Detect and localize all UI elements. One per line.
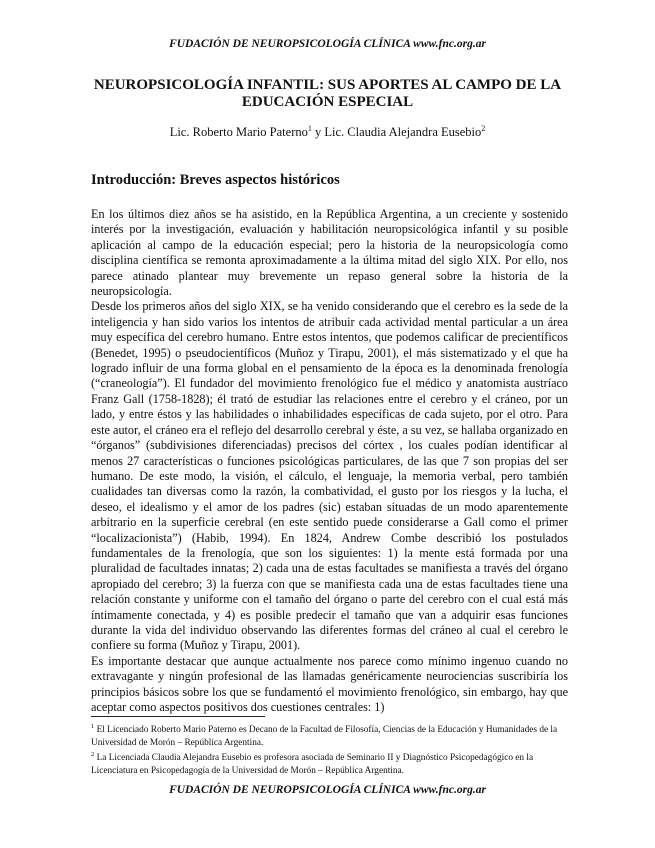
section-heading: Introducción: Breves aspectos históricos xyxy=(91,172,340,188)
author-connector: y xyxy=(311,125,325,140)
footnote-ref-1: 1 xyxy=(307,124,312,133)
paragraph-3: Es importante destacar que aunque actualmente nos parece como mínimo ingenuo cuando no extravagante y ningún profesional de las llamadas genéricamente neurociencias suscribiría los principios básicos sobre los que se fundamentó el movimiento frenológico, sin embargo, hay que aceptar como aspectos positivos dos cuestiones centrales: 1) xyxy=(91,653,568,714)
page-header: FUDACIÓN DE NEUROPSICOLOGÍA CLÍNICA www.fnc.org.ar xyxy=(169,38,486,50)
footnote-mark-2: 2 xyxy=(91,751,95,759)
footnote-2 xyxy=(91,749,571,777)
body-text xyxy=(91,207,568,715)
footnote-1 xyxy=(91,721,571,749)
title-line-1: NEUROPSICOLOGÍA INFANTIL: SUS APORTES AL CAMPO DE LA xyxy=(93,77,562,93)
author-1: Lic. Roberto Mario Paterno xyxy=(169,125,308,140)
paragraph-2: Desde los primeros años del siglo XIX, se ha venido considerando que el cerebro es la sede de la inteligencia y han sido varios los intentos de atribuir cada actividad mental particular a un área muy específica del cerebro humano. Entre estos intentos, que podemos calificar de precientíficos (Benedet, 1995) o pseudocientíficos (Muñoz y Tirapu, 2001), el más sistematizado y el que ha logrado influir de una forma global en el pensamiento de la época es la denominada frenología (“craneología”). El fundador del movimiento frenológico fue el médico y anatomista austríaco Franz Gall (1758-1828); él trató de estudiar las relaciones entre el cerebro y el cráneo, por un lado, y entre éstos y las habilidades o inhabilidades específicas de cada sujeto, por el otro. Para este autor, el cráneo era el reflejo del desarrollo cerebral y éste, a su vez, se hallaba organizado en “órganos” (subdivisiones diferenciadas) precisos del córtex , los cuales podían identificar al menos 27 características o funciones psicológicas particulares, de las que 7 son propias del ser humano. De este modo, la visión, el cálculo, el lenguaje, la memoria verbal, pero también cualidades tan diversas como la razón, la combatividad, el gusto por los riesgos y la lucha, el deseo, el idealismo y el amor de los padres (sic) estaban situadas de un modo aparentemente arbitrario en la superficie cerebral (en este sentido puede considerarse a Gall como el primer “localizacionista”) (Habib, 1994). En 1824, Andrew Combe describió los postulados fundamentales de la frenología, que son los siguientes: 1) la mente está formada por una pluralidad de facultades innatas; 2) cada una de estas facultades se manifiesta a través del órgano apropiado del cerebro; 3) la fuerza con que se manifiesta cada una de estas facultades tiene una relación constante y uniforme con el tamaño del órgano o parte del cerebro con el cual está más íntimamente conectada, y 4) es posible predecir el tamaño que van a adquirir esas funciones durante la vida del individuo observando las diferentes formas del cráneo al cual el cerebro le confiere su forma (Muñoz y Tirapu, 2001). xyxy=(91,299,568,653)
page-footer: FUDACIÓN DE NEUROPSICOLOGÍA CLÍNICA www.fnc.org.ar xyxy=(169,784,486,796)
document-title xyxy=(92,77,563,111)
footnote-1-text: El Licenciado Roberto Mario Paterno es Decano de la Facultad de Filosofía, Ciencias de la Educación y Humanidades de la Universidad de Morón – República Argentina. xyxy=(91,725,558,748)
title-line-2: EDUCACIÓN ESPECIAL xyxy=(241,94,414,110)
footnotes xyxy=(91,721,571,778)
footnote-ref-2: 2 xyxy=(481,124,486,133)
footnote-mark-1: 1 xyxy=(91,723,95,730)
author-2: Lic. Claudia Alejandra Eusebio xyxy=(324,125,482,140)
footnote-separator xyxy=(91,716,265,717)
paragraph-1: En los últimos diez años se ha asistido, en la República Argentina, a un creciente y sostenido interés por la investigación, evaluación y habilitación neuropsicológica infantil y su posible aplicación al campo de la educación especial; pero la historia de la neuropsicología como disciplina científica se remonta aproximadamente a la última mitad del siglo XIX. Por ello, nos parece atinado plantear muy brevemente un repaso general sobre la historia de la neuropsicología. xyxy=(91,207,568,299)
footnote-2-text: La Licenciada Claudia Alejandra Eusebio es profesora asociada de Seminario II y Diagnóstico Psicopedagógico en la Licenciatura en Psicopedagogía de la Universidad de Morón – República Argentina. xyxy=(91,753,534,776)
author-line xyxy=(0,124,655,140)
